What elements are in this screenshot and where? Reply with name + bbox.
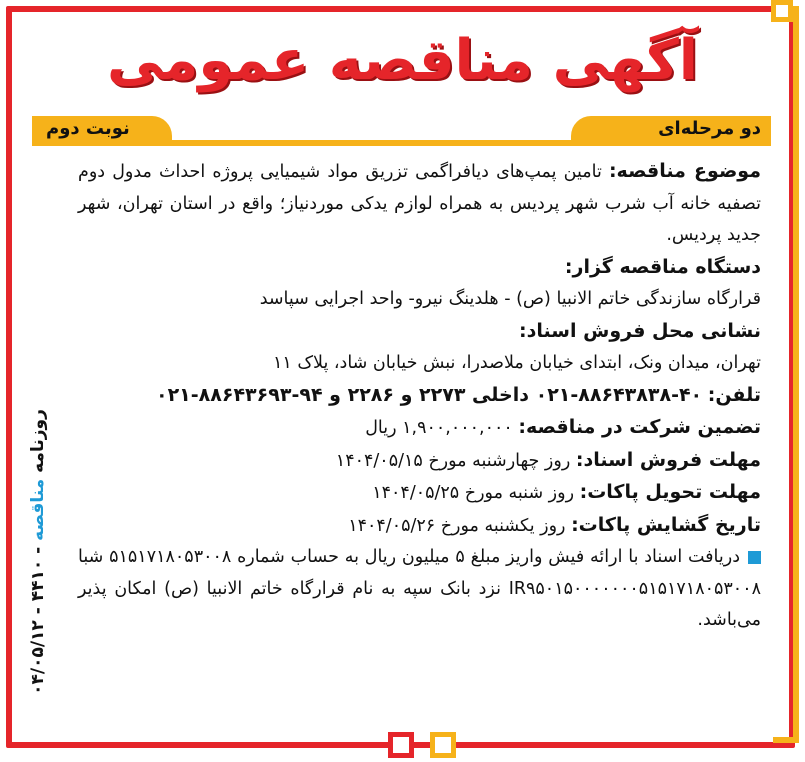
guarantee-text: ۱,۹۰۰,۰۰۰,۰۰۰ ریال [365, 418, 513, 438]
subject-text: تامین پمپ‌های دیافراگمی تزریق مواد شیمیایی پروژه احداث مدول دوم تصفیه خانه آب شرب شهر پردیس به همراه لوازم یدکی موردنیاز؛ واقع در استان تهران، شهر جدید پردیس. [78, 162, 761, 245]
note-section [78, 542, 761, 637]
yellow-border-accent [773, 6, 799, 743]
doc-deadline-label: مهلت فروش اسناد: [575, 448, 761, 471]
side-label-text [28, 409, 48, 695]
side-prefix: روزنامه [28, 409, 48, 473]
address-label: نشانی محل فروش اسناد: [519, 319, 761, 342]
band-line [32, 140, 771, 146]
doc-deadline-section [78, 445, 761, 478]
side-info: - ۴۴۱۰ - ۰۴/۰۵/۱۲ [28, 546, 48, 695]
delivery-deadline-text: روز شنبه مورخ ۱۴۰۴/۰۵/۲۵ [372, 483, 575, 503]
organizer-label: دستگاه مناقصه گزار: [564, 255, 761, 278]
ad-title: آگهی مناقصه عمومی [107, 28, 698, 93]
guarantee-section [78, 412, 761, 445]
phone-text: ۴۰-۸۸۶۴۳۸۳۸-۰۲۱ داخلی ۲۲۷۳ و ۲۲۸۶ و ۹۴-۸۸۶۴۳۶۹۳-۰۲۱ [155, 383, 703, 406]
phone-label: تلفن: [707, 383, 761, 406]
subject-section [78, 156, 761, 252]
ad-body [78, 156, 761, 637]
address-section [78, 316, 761, 349]
organizer-text: قرارگاه سازندگی خاتم الانبیا (ص) - هلدینگ نیرو- واحد اجرایی سپاسد [259, 289, 761, 309]
opening-date-text: روز یکشنبه مورخ ۱۴۰۴/۰۵/۲۶ [348, 515, 566, 536]
opening-date-label: تاریخ گشایش پاکات: [571, 513, 761, 536]
address-text: تهران، میدان ونک، ابتدای خیابان ملاصدرا، نبش خیابان شاد، پلاک ۱۱ [272, 353, 761, 373]
round-label: نوبت دوم [46, 118, 130, 139]
blue-bullet-icon [748, 551, 761, 564]
note-text: دریافت اسناد با ارائه فیش واریز مبلغ ۵ میلیون ریال به حساب شماره ۵۱۵۱۷۱۸۰۵۳۰۰۸ شبا IR۹۵۰۱۵۰۰۰۰۰۰۰۵۱۵۱۷۱۸۰۵۳۰۰۸ نزد بانک سپه به نام قرارگاه خاتم الانبیا (ص) امکان پذیر می‌باشد. [78, 547, 761, 630]
delivery-deadline-label: مهلت تحویل پاکات: [579, 481, 761, 503]
guarantee-label: تضمین شرکت در مناقصه: [518, 416, 761, 438]
delivery-deadline-section [78, 477, 761, 510]
decorative-square-top-right [771, 0, 793, 22]
stage-label: دو مرحله‌ای [658, 118, 761, 139]
doc-deadline-text: روز چهارشنبه مورخ ۱۴۰۴/۰۵/۱۵ [335, 450, 571, 471]
subject-label: موضوع مناقصه: [608, 160, 761, 182]
newspaper-side-label [18, 352, 58, 752]
organizer-section [78, 252, 761, 285]
decorative-square-bottom-yellow [430, 732, 456, 758]
organizer-text-row [78, 284, 761, 316]
opening-date-section [78, 510, 761, 543]
address-text-row [78, 348, 761, 380]
side-brand-logo: مناقصه [28, 478, 48, 541]
decorative-square-bottom-red [388, 732, 414, 758]
phone-section [78, 380, 761, 413]
